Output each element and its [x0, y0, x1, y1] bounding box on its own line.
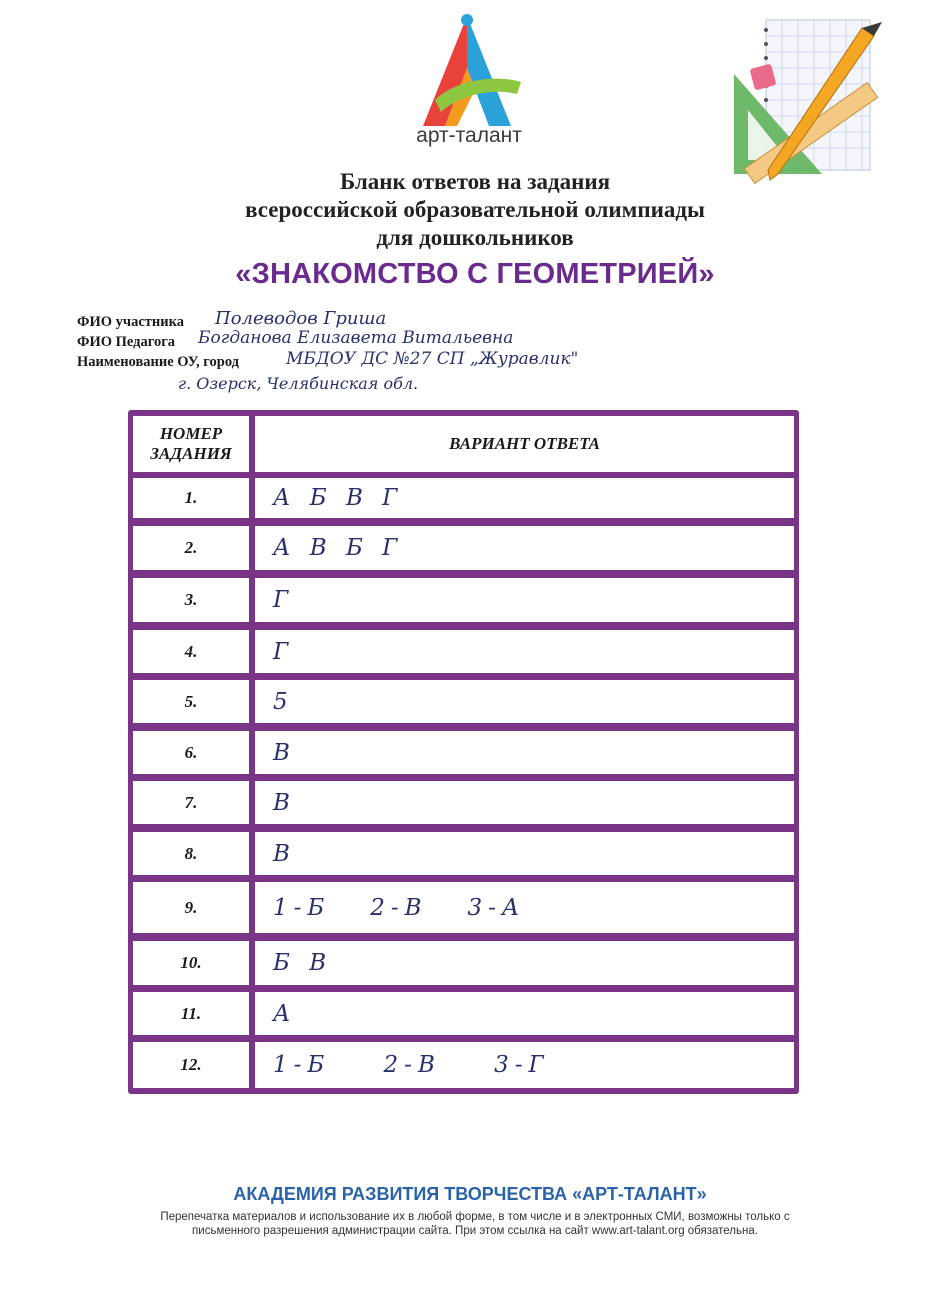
- table-row: [133, 992, 794, 1035]
- title-line-3: для дошкольников: [376, 225, 574, 250]
- answer-cell[interactable]: Г: [255, 578, 794, 622]
- olympiad-title: «ЗНАКОМСТВО С ГЕОМЕТРИЕЙ»: [235, 258, 715, 290]
- table-row: [133, 578, 794, 622]
- task-number: 7.: [133, 781, 249, 824]
- table-row: [133, 781, 794, 824]
- answer-cell[interactable]: В: [255, 832, 794, 875]
- title-line-2: всероссийской образовательной олимпиады: [245, 197, 705, 222]
- table-row: [133, 478, 794, 518]
- header-answer: ВАРИАНТ ОТВЕТА: [255, 416, 794, 472]
- answer-cell[interactable]: 1-Б 2-В 3-А: [255, 882, 794, 933]
- task-number: 10.: [133, 941, 249, 985]
- task-number: 11.: [133, 992, 249, 1035]
- answer-cell[interactable]: 5: [255, 680, 794, 723]
- answer-table: [128, 410, 799, 1094]
- header-number: НОМЕР ЗАДАНИЯ: [150, 424, 232, 463]
- org-label: Наименование ОУ, город: [77, 354, 239, 370]
- copyright-line-1: Перепечатка материалов и использование их в любой форме, в том числе и в электронных СМИ, возможны только с: [160, 1211, 790, 1223]
- table-row: [133, 882, 794, 933]
- task-number: 1.: [133, 478, 249, 518]
- task-number: 9.: [133, 882, 249, 933]
- task-number: 4.: [133, 630, 249, 673]
- task-number: 6.: [133, 731, 249, 774]
- teacher-label: ФИО Педагога: [77, 334, 176, 350]
- copyright-line-2: письменного разрешения администрации сайта. При этом ссылка на сайт www.art-talant.org обязательна.: [192, 1225, 758, 1237]
- task-number: 5.: [133, 680, 249, 723]
- answer-cell[interactable]: А Б В Г: [255, 478, 794, 518]
- org-name: МБДОУ ДС №27 СП „Журавлик": [286, 349, 579, 369]
- answer-cell[interactable]: 1-Б 2-В 3-Г: [255, 1042, 794, 1088]
- table-row: [133, 941, 794, 985]
- title-block: [130, 168, 820, 291]
- copyright-note: [95, 1210, 855, 1238]
- table-header: [133, 416, 794, 472]
- answer-cell[interactable]: А: [255, 992, 794, 1035]
- table-row: [133, 731, 794, 774]
- answer-cell[interactable]: В: [255, 731, 794, 774]
- table-row: [133, 630, 794, 673]
- table-row: [133, 832, 794, 875]
- task-number: 2.: [133, 526, 249, 570]
- answer-cell[interactable]: А В Б Г: [255, 526, 794, 570]
- teacher-name: Богданова Елизавета Витальевна: [198, 328, 514, 348]
- participant-name: Полеводов Гриша: [215, 308, 387, 329]
- answer-cell[interactable]: Б В: [255, 941, 794, 985]
- answer-cell[interactable]: В: [255, 781, 794, 824]
- answer-cell[interactable]: Г: [255, 630, 794, 673]
- academy-title: АКАДЕМИЯ РАЗВИТИЯ ТВОРЧЕСТВА «АРТ-ТАЛАНТ»: [233, 1184, 707, 1204]
- city-name: г. Озерск, Челябинская обл.: [178, 374, 419, 393]
- geometry-tools-icon: [722, 14, 882, 189]
- task-number: 3.: [133, 578, 249, 622]
- table-row: [133, 1042, 794, 1088]
- participant-label: ФИО участника: [77, 314, 184, 330]
- table-row: [133, 680, 794, 723]
- table-row: [133, 526, 794, 570]
- title-line-1: Бланк ответов на задания: [339, 169, 611, 194]
- task-number: 8.: [133, 832, 249, 875]
- task-number: 12.: [133, 1042, 249, 1088]
- brand-name: арт-талант: [416, 124, 522, 147]
